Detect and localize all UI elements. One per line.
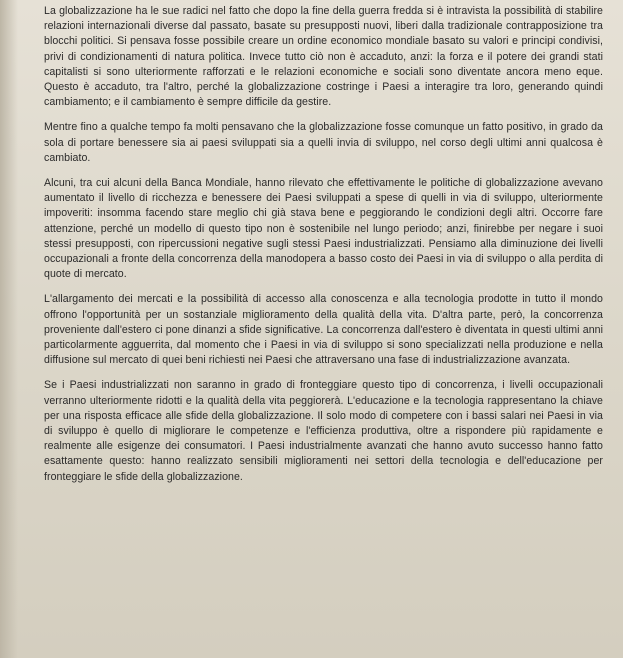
paragraph: Alcuni, tra cui alcuni della Banca Mondiale, hanno rilevato che effettivamente le politiche di globalizzazione avevano aumentato il livello di ricchezza e benessere dei Paesi sviluppati a spese di quelli in via di sviluppo, ulteriormente impoveriti: insomma facendo stare meglio chi già stava bene e peggiorando le condizioni degli altri. Occorre fare attenzione, perché un modello di questo tipo non è sostenibile nel lungo periodo; anzi, finirebbe per negare i suoi stessi presupposti, con ripercussioni negative sugli stessi Paesi industrializzati. Pensiamo alla diminuzione dei livelli occupazionali a fronte della concorrenza della manodopera a basso costo dei Paesi in via di sviluppo o alla perdita di quote di mercato. (44, 177, 603, 281)
document-body (44, 4, 603, 485)
paragraph: Se i Paesi industrializzati non saranno in grado di fronteggiare questo tipo di concorrenza, i livelli occupazionali verranno ulteriormente ridotti e la qualità della vita peggiorerà. L'educazione e la tecnologia rappresentano la chiave per una risposta efficace alle sfide della globalizzazione. Il solo modo di competere con i bassi salari nei Paesi in via di sviluppo è quello di migliorare le competenze e l'efficienza produttiva, oltre a rispondere più rapidamente e realmente alle esigenze dei consumatori. I Paesi industrialmente avanzati che hanno avuto successo hanno fatto esattamente questo: hanno realizzato sensibili miglioramenti nei settori della tecnologia e dell'educazione per fronteggiare le sfide della globalizzazione. (44, 379, 603, 483)
page-edge-shadow (0, 0, 18, 658)
paragraph: La globalizzazione ha le sue radici nel fatto che dopo la fine della guerra fredda si è intravista la possibilità di stabilire relazioni internazionali diverse dal passato, basate su presupposti nuovi, liberi dalla tradizionale contrapposizione tra blocchi politici. Si pensava fosse possibile creare un ordine economico mondiale basato su valori e principi condivisi, privi di condizionamenti di natura politica. Invece tutto ciò non è accaduto, anzi: la forza e il potere dei grandi stati capitalisti si sono ulteriormente rafforzati e le relazioni economiche e sociali sono diventate ancora meno eque. Questo è accaduto, tra l'altro, perché la globalizzazione costringe i Paesi a interagire tra loro, generando quindi cambiamento; e il cambiamento è sempre difficile da gestire. (44, 5, 603, 109)
paragraph: L'allargamento dei mercati e la possibilità di accesso alla conoscenza e alla tecnologia prodotte in tutto il mondo offrono l'opportunità per un sostanziale miglioramento della qualità della vita. D'altra parte, però, la concorrenza proveniente dall'estero ci pone dinanzi a sfide significative. La concorrenza dall'estero è diventata in questi ultimi anni particolarmente agguerrita, dal momento che i Paesi in via di sviluppo si sono specializzati nella produzione e nella diffusione sul mercato di quei beni richiesti nei Paesi che attraversano una fase di industrializzazione avanzata. (44, 293, 603, 367)
paragraph: Mentre fino a qualche tempo fa molti pensavano che la globalizzazione fosse comunque un fatto positivo, in grado da sola di portare benessere sia ai paesi sviluppati sia a quelli invia di sviluppo, nel corso degli ultimi anni qualcosa è cambiato. (44, 121, 603, 164)
